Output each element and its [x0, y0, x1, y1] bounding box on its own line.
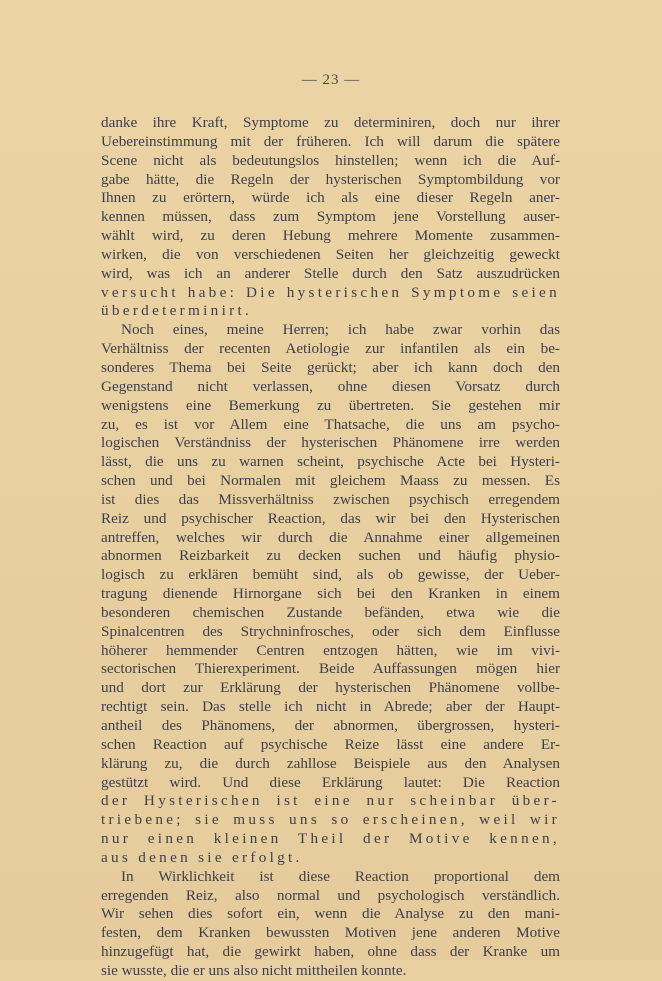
text-line: Ihnen zu erörtern, würde ich als eine dieser Regeln aner-	[101, 189, 560, 207]
text-line: gabe hätte, die Regeln der hysterischen Symptombildung vor	[101, 170, 560, 188]
text-line: schen und bei Normalen mit gleichem Maass zu messen. Es	[101, 472, 560, 490]
text-line: nur einen kleinen Theil der Motive kennen,	[101, 830, 560, 848]
text-line: zu, es ist vor Allem eine Thatsache, die uns am psycho-	[101, 415, 560, 433]
text-line: logisch zu erklären bemüht sind, als ob gewisse, der Ueber-	[101, 566, 560, 584]
text-line: Noch eines, meine Herren; ich habe zwar vorhin das	[121, 321, 560, 339]
text-line: logischen Verständniss der hysterischen Phänomene irre werden	[101, 434, 560, 452]
text-line: wählt wird, zu deren Hebung mehrere Momente zusammen-	[101, 227, 560, 245]
text-line: besonderen chemischen Zustande befänden, etwa wie die	[101, 603, 560, 621]
text-line: abnormen Reizbarkeit zu decken suchen und häufig physio-	[101, 547, 560, 565]
text-line: versucht habe: Die hysterischen Symptome seien	[101, 283, 560, 301]
text-line: Wir sehen dies sofort ein, wenn die Analyse zu den mani-	[101, 905, 560, 923]
text-line: überdeterminirt.	[101, 302, 253, 320]
text-line: tragung dienende Hirnorgane sich bei den Kranken in einem	[101, 585, 560, 603]
text-line: hinzugefügt hat, die gewirkt haben, ohne dass der Kranke um	[101, 943, 560, 961]
text-line: lässt, die uns zu warnen scheint, psychische Acte bei Hysteri-	[101, 453, 560, 471]
page-number: — 23 —	[301, 72, 361, 88]
text-line: und dort zur Erklärung der hysterischen Phänomene vollbe-	[101, 679, 560, 697]
text-line: sie wusste, die er uns also nicht mittheilen konnte.	[101, 961, 407, 979]
text-line: wirken, die von verschiedenen Seiten her gleichzeitig geweckt	[101, 245, 560, 263]
text-line: Gegenstand nicht verlassen, ohne diesen Vorsatz durch	[101, 377, 560, 395]
text-line: aus denen sie erfolgt.	[101, 848, 303, 866]
text-line: kennen müssen, dass zum Symptom jene Vorstellung auser-	[101, 208, 560, 226]
text-line: Reiz und psychischer Reaction, das wir bei den Hysterischen	[101, 509, 560, 527]
text-line: klärung zu, die durch zahllose Beispiele aus den Analysen	[101, 754, 560, 772]
text-line: wird, was ich an anderer Stelle durch den Satz auszudrücken	[101, 264, 560, 282]
text-line: antreffen, welches wir durch die Annahme einer allgemeinen	[101, 528, 560, 546]
text-line: höherer hemmender Centren entzogen hätten, wie im vivi-	[101, 641, 560, 659]
text-line: triebene; sie muss uns so erscheinen, weil wir	[101, 811, 560, 829]
text-line: Uebereinstimmung mit der früheren. Ich will darum die spätere	[101, 132, 560, 150]
text-line: der Hysterischen ist eine nur scheinbar über-	[101, 792, 560, 810]
text-line: antheil des Phänomens, der abnormen, übergrossen, hysteri-	[101, 717, 560, 734]
text-line: ist dies das Missverhältniss zwischen psychisch erregendem	[101, 490, 560, 508]
text-line: sectorischen Thierexperiment. Beide Auffassungen mögen hier	[101, 660, 560, 678]
text-line: festen, dem Kranken bewussten Motiven jene anderen Motive	[101, 924, 560, 942]
text-line: erregenden Reiz, also normal und psychologisch verständlich.	[101, 886, 560, 904]
text-line: wenigstens eine Bemerkung zu übertreten. Sie gestehen mir	[101, 396, 560, 414]
text-line: rechtigt sein. Das stelle ich nicht in Abrede; aber der Haupt-	[101, 698, 560, 716]
text-line: Spinalcentren des Strychninfrosches, oder sich dem Einflusse	[101, 622, 560, 640]
text-line: sonderes Thema bei Seite gerückt; aber ich kann doch den	[101, 358, 560, 376]
body-text	[101, 114, 560, 981]
text-line: In Wirklichkeit ist diese Reaction proportional dem	[121, 867, 560, 885]
text-line: schen Reaction auf psychische Reize lässt eine andere Er-	[101, 735, 560, 753]
text-line: Verhältniss der recenten Aetiologie zur infantilen als ein be-	[101, 340, 560, 358]
text-line: gestützt wird. Und diese Erklärung lautet: Die Reaction	[101, 773, 560, 791]
text-line: Scene nicht als bedeutungslos hinstellen; wenn ich die Auf-	[101, 151, 560, 169]
text-line: danke ihre Kraft, Symptome zu determiniren, doch nur ihrer	[101, 114, 560, 131]
